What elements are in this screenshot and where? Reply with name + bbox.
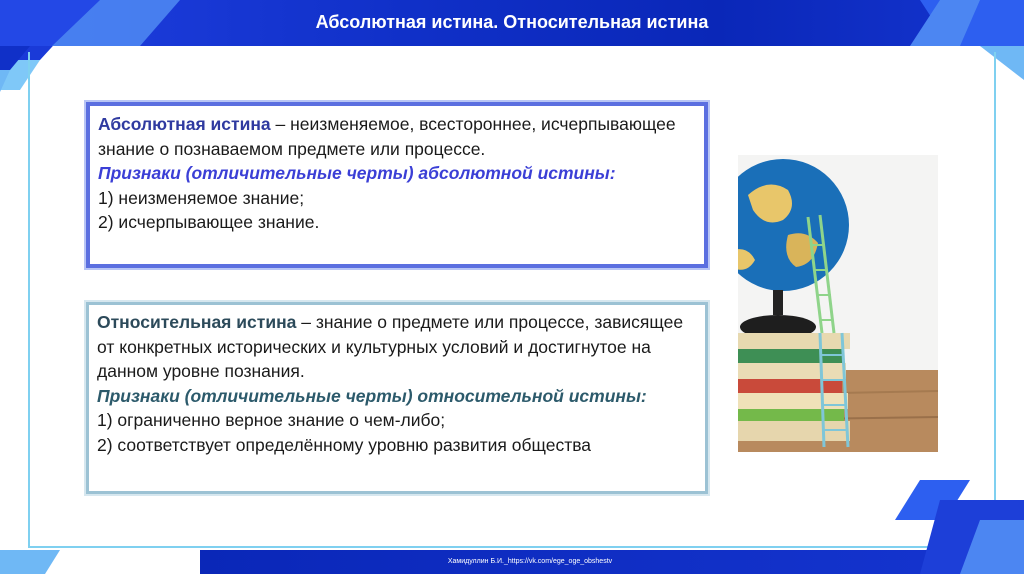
absolute-truth-term: Абсолютная истина: [98, 114, 271, 134]
relative-truth-item: 2) соответствует определённому уровню развития общества: [97, 434, 592, 455]
relative-truth-definition: – знание о предмете или процессе, зависящее от конкретных исторических и культурных условий и достигнутое на данном уровне познания.: [97, 312, 684, 381]
relative-truth-card: [86, 302, 708, 494]
footer-credit: Хамидуллин Б.И._https://vk.com/ege_oge_obshestv: [447, 558, 613, 565]
absolute-truth-card: [86, 102, 708, 268]
absolute-truth-item: 1) неизменяемое знание;: [98, 187, 305, 208]
bottom-left-decoration: [0, 520, 120, 574]
page-title: Абсолютная истина. Относительная истина: [315, 12, 709, 32]
relative-truth-signs-title: Признаки (отличительные черты) относительной истины:: [97, 385, 647, 406]
absolute-truth-definition: – неизменяемое, всестороннее, исчерпывающее знание о познаваемом предмете или процессе.: [98, 114, 676, 159]
absolute-truth-item: 2) исчерпывающее знание.: [98, 212, 320, 232]
absolute-truth-signs-title: Признаки (отличительные черты) абсолютной истины:: [98, 163, 616, 183]
relative-truth-item: 1) ограниченно верное знание о чем-либо;: [97, 410, 446, 430]
relative-truth-term: Относительная истина: [97, 312, 297, 332]
bottom-right-overlay: [900, 500, 1024, 574]
globe-books-image: [738, 155, 938, 452]
